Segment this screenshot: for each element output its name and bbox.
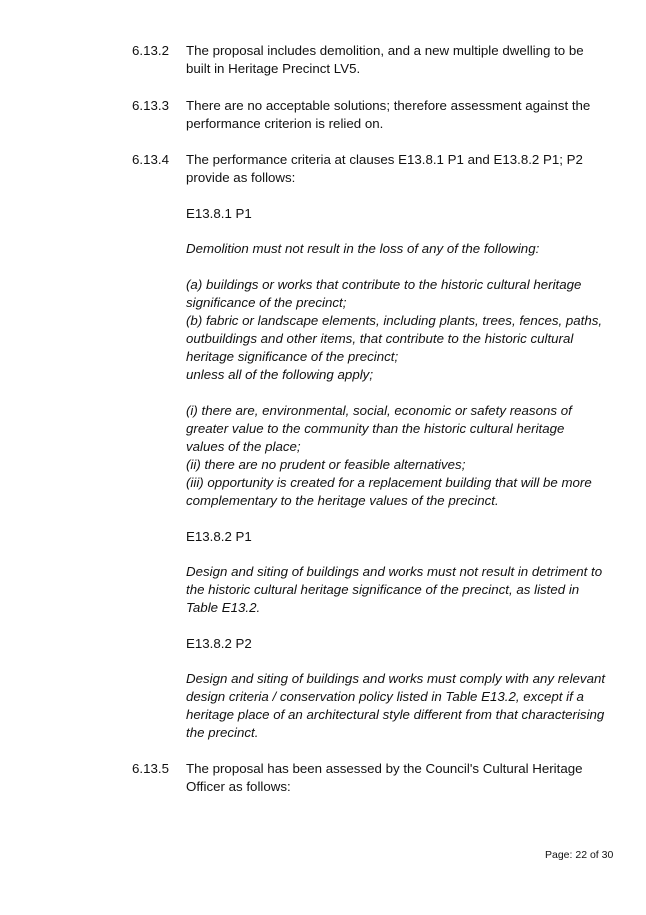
clause-heading-e13-8-2-p1: E13.8.2 P1 [186, 529, 252, 544]
section-text-6-13-5: The proposal has been assessed by the Council's Cultural Heritage Officer as follows: [186, 761, 583, 794]
section-number-6-13-3: 6.13.3 [132, 98, 169, 113]
clause-item-ii: (ii) there are no prudent or feasible alternatives; [186, 457, 466, 472]
page-number: Page: 22 of 30 [545, 849, 614, 861]
clause-text-e13-8-2-p2: Design and siting of buildings and works must comply with any relevant design criteria / conservation policy listed in Table E13.2, except if a heritage place of an architectural style different from that characterising the precinct. [186, 671, 606, 740]
clause-text-e13-8-2-p1: Design and siting of buildings and works must not result in detriment to the historic cultural heritage significance of the precinct, as listed in Table E13.2. [186, 564, 603, 615]
section-text-6-13-4: The performance criteria at clauses E13.8.1 P1 and E13.8.2 P1; P2 provide as follows: [186, 152, 583, 185]
section-number-6-13-5: 6.13.5 [132, 761, 169, 776]
clause-heading-e13-8-1-p1: E13.8.1 P1 [186, 206, 252, 221]
clause-intro-e13-8-1: Demolition must not result in the loss of any of the following: [186, 241, 540, 256]
clause-item-b: (b) fabric or landscape elements, including plants, trees, fences, paths, outbuildings and other items, that contribute to the historic cultural heritage significance of the precinct; [186, 313, 603, 364]
clause-item-a: (a) buildings or works that contribute to the historic cultural heritage significance of the precinct; [186, 277, 582, 310]
section-number-6-13-4: 6.13.4 [132, 152, 169, 167]
clause-item-iii: (iii) opportunity is created for a replacement building that will be more complementary to the heritage values of the precinct. [186, 475, 592, 508]
clause-unless: unless all of the following apply; [186, 367, 374, 382]
section-number-6-13-2: 6.13.2 [132, 43, 169, 58]
clause-heading-e13-8-2-p2: E13.8.2 P2 [186, 636, 252, 651]
clause-item-i: (i) there are, environmental, social, economic or safety reasons of greater value to the community than the historic cultural heritage values of the place; [186, 403, 572, 454]
section-text-6-13-2: The proposal includes demolition, and a new multiple dwelling to be built in Heritage Precinct LV5. [186, 43, 584, 76]
section-text-6-13-3: There are no acceptable solutions; therefore assessment against the performance criterion is relied on. [186, 98, 591, 131]
